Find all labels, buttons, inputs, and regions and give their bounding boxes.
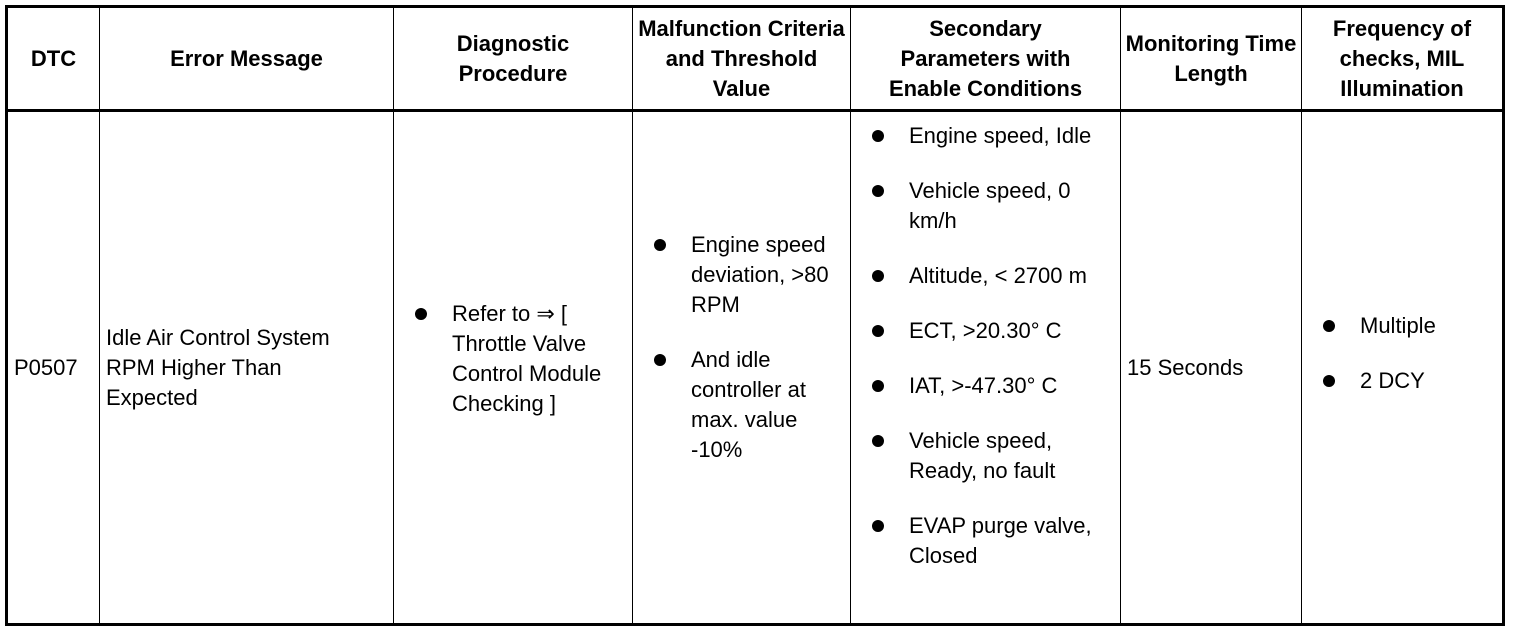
diagnostic-procedure-list — [394, 299, 622, 419]
cell-monitoring-time — [1121, 112, 1301, 623]
header-monitoring-time: Monitoring Time Length — [1125, 30, 1297, 86]
list-item: EVAP purge valve, Closed — [851, 511, 1116, 571]
monitoring-time-text: 15 Seconds — [1127, 354, 1244, 380]
header-diagnostic-procedure: Diagnostic Procedure — [456, 30, 570, 86]
frequency-list — [1302, 311, 1436, 396]
list-item: Altitude, < 2700 m — [851, 261, 1116, 291]
list-item: ECT, >20.30° C — [851, 316, 1116, 346]
cell-secondary-parameters — [851, 112, 1120, 623]
dtc-code: P0507 — [14, 354, 78, 380]
list-item: Refer to ⇒ [ Throttle Valve Control Module Checking ] — [394, 299, 622, 419]
list-item: 2 DCY — [1302, 366, 1436, 396]
secondary-parameters-list — [851, 121, 1116, 571]
header-malfunction-criteria: Malfunction Criteria and Threshold Value — [638, 15, 845, 101]
cell-diagnostic-procedure — [394, 112, 632, 623]
malfunction-criteria-list — [633, 230, 846, 465]
list-item: Vehicle speed, Ready, no fault — [851, 426, 1116, 486]
header-frequency: Frequency of checks, MIL Illumination — [1332, 15, 1472, 101]
cell-malfunction-criteria — [633, 112, 850, 623]
cell-dtc — [8, 112, 99, 623]
header-secondary-parameters: Secondary Parameters with Enable Conditions — [888, 15, 1083, 101]
list-item: IAT, >-47.30° C — [851, 371, 1116, 401]
list-item: Multiple — [1302, 311, 1436, 341]
list-item: Vehicle speed, 0 km/h — [851, 176, 1116, 236]
cell-frequency — [1302, 112, 1502, 623]
dtc-table — [5, 5, 1505, 626]
header-error-message: Error Message — [170, 45, 323, 71]
header-dtc: DTC — [30, 45, 77, 71]
list-item: Engine speed, Idle — [851, 121, 1116, 151]
error-message-text: Idle Air Control System RPM Higher Than Expected — [106, 324, 330, 410]
cell-error-message — [100, 112, 393, 623]
list-item: And idle controller at max. value -10% — [633, 345, 846, 465]
list-item: Engine speed deviation, >80 RPM — [633, 230, 846, 320]
